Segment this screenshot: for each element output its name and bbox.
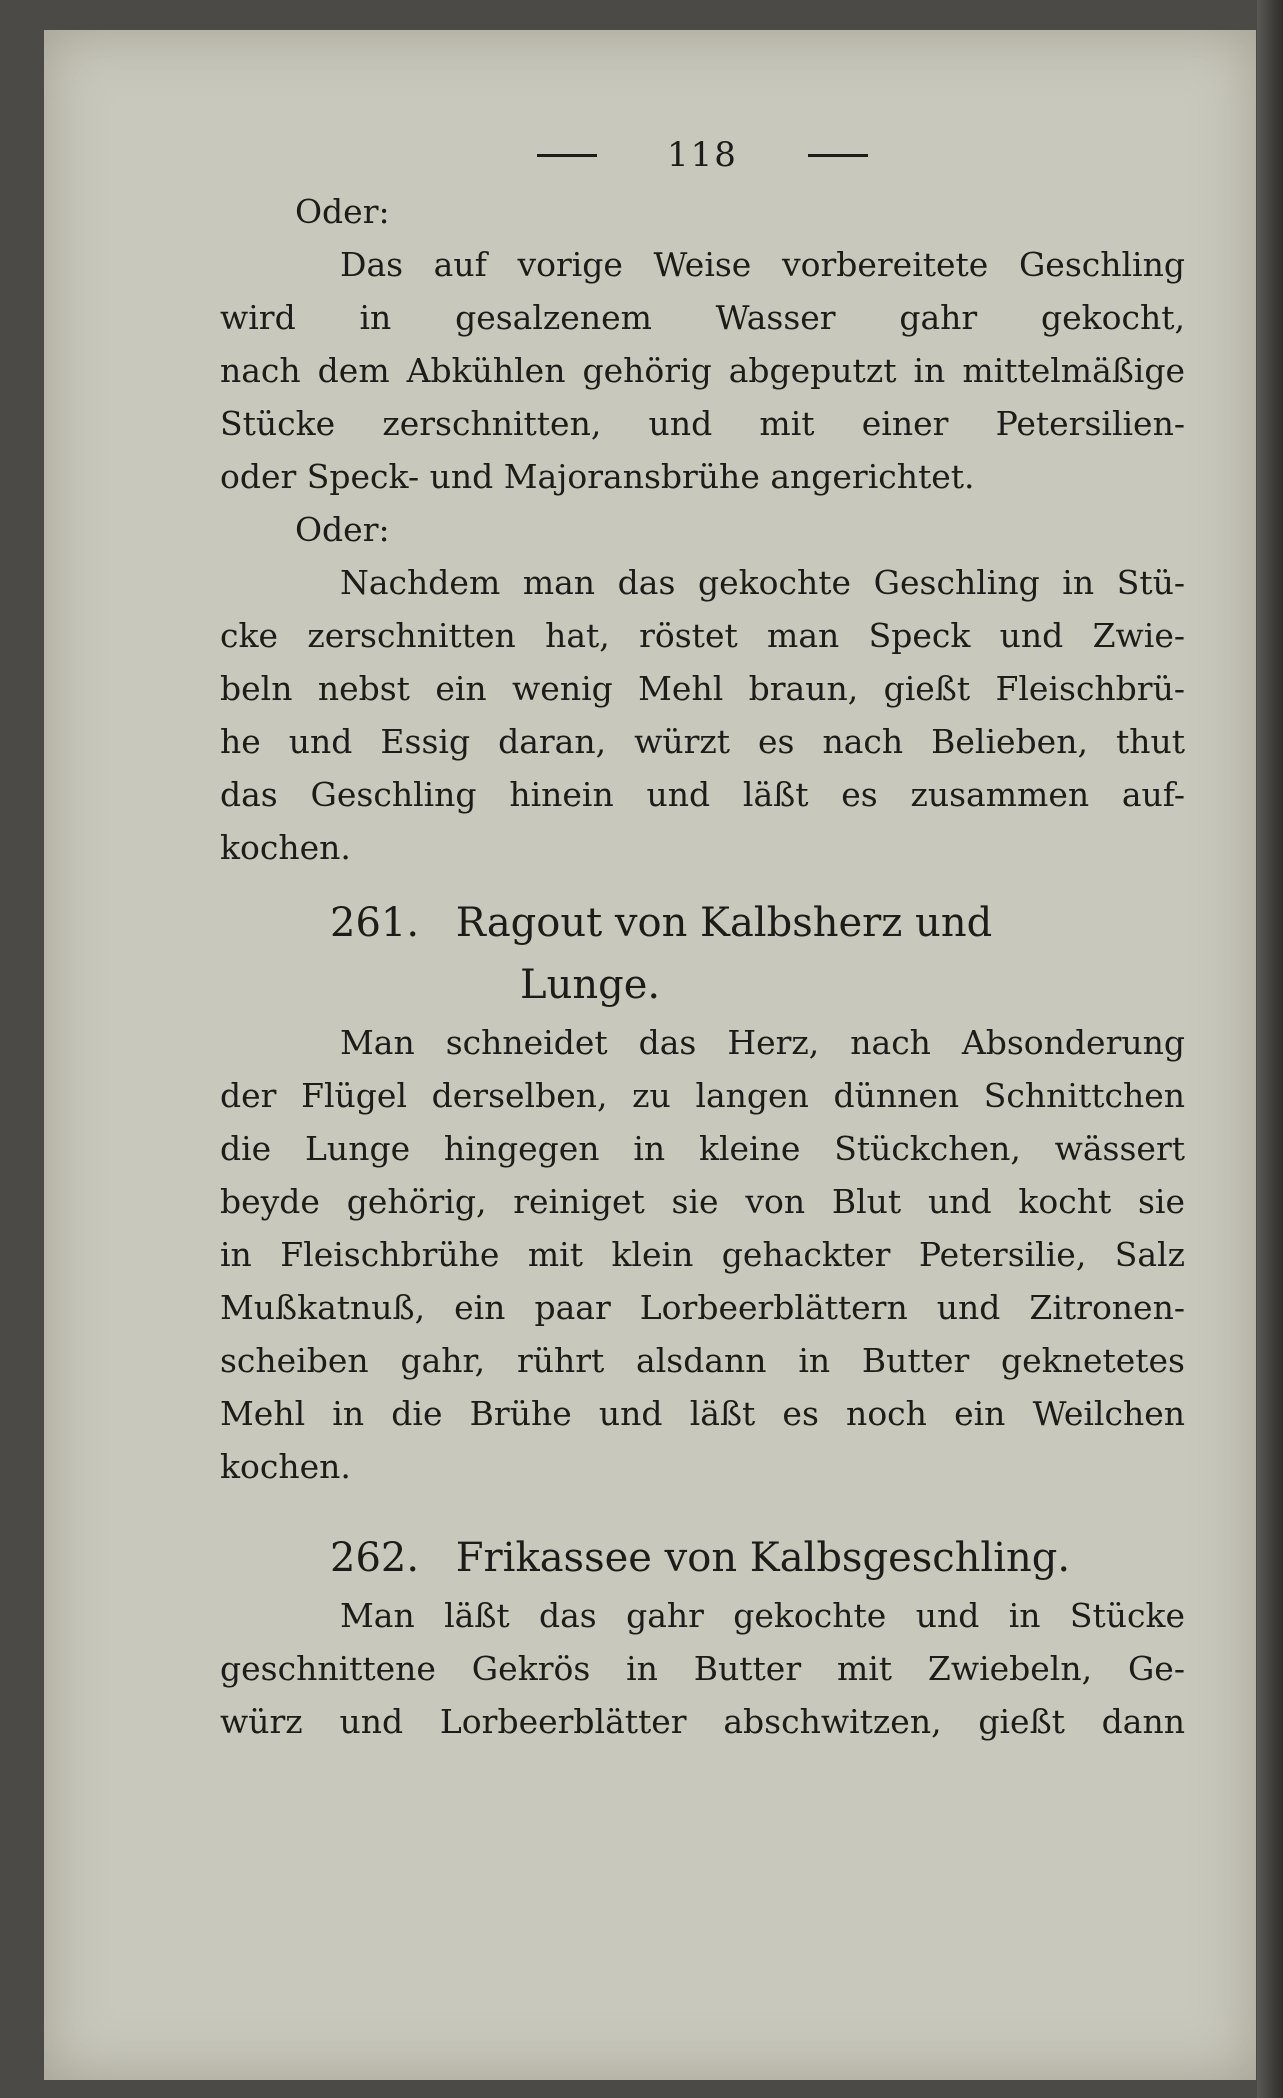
text-line: Mehl in die Brühe und läßt es noch ein Weilchen (220, 1394, 1185, 1433)
text-line: he und Essig daran, würzt es nach Belieben, thut (220, 722, 1185, 761)
text-line: scheiben gahr, rührt alsdann in Butter geknetetes (220, 1341, 1185, 1380)
text-line: in Fleischbrühe mit klein gehackter Petersilie, Salz (220, 1235, 1185, 1274)
text-line: beyde gehörig, reiniget sie von Blut und kocht sie (220, 1182, 1185, 1221)
page-text (220, 125, 1185, 1748)
text-line: Mußkatnuß, ein paar Lorbeerblättern und Zitronen- (220, 1288, 1185, 1327)
text-line: geschnittene Gekrös in Butter mit Zwiebeln, Ge- (220, 1649, 1185, 1688)
block1-label: Oder: (295, 192, 390, 231)
text-line: kochen. (220, 1447, 351, 1486)
recipe-261-number: 261. (330, 900, 420, 946)
text-line: kochen. (220, 828, 351, 867)
header-dash-right (808, 154, 868, 157)
text-line: nach dem Abkühlen gehörig abgeputzt in mittelmäßige (220, 351, 1185, 390)
text-line: Man läßt das gahr gekochte und in Stücke (340, 1596, 1185, 1635)
recipe-262-number: 262. (330, 1535, 420, 1581)
block2-label: Oder: (295, 510, 390, 549)
text-line: wird in gesalzenem Wasser gahr gekocht, (220, 298, 1185, 337)
recipe-262-title: Frikassee von Kalbsgeschling. (455, 1535, 1071, 1581)
text-line: das Geschling hinein und läßt es zusammen auf- (220, 775, 1185, 814)
text-line: Das auf vorige Weise vorbereitete Geschling (340, 245, 1185, 284)
recipe-261-title-cont: Lunge. (520, 962, 661, 1008)
recipe-262-heading (220, 1527, 1185, 1589)
text-line: würz und Lorbeerblätter abschwitzen, gießt dann (220, 1702, 1185, 1741)
text-line: Stücke zerschnitten, und mit einer Petersilien- (220, 404, 1185, 443)
recipe-261-heading (220, 892, 1185, 954)
text-line: beln nebst ein wenig Mehl braun, gießt Fleischbrü- (220, 669, 1185, 708)
text-line: der Flügel derselben, zu langen dünnen Schnittchen (220, 1076, 1185, 1115)
text-line: die Lunge hingegen in kleine Stückchen, wässert (220, 1129, 1185, 1168)
page-header (220, 125, 1185, 185)
recipe-261-title: Ragout von Kalbsherz und (455, 900, 993, 946)
header-dash-left (537, 154, 597, 157)
text-line: oder Speck- und Majoransbrühe angerichtet. (220, 457, 975, 496)
text-line: Nachdem man das gekochte Geschling in Stü- (340, 563, 1185, 602)
text-line: cke zerschnitten hat, röstet man Speck und Zwie- (220, 616, 1185, 655)
page-number: 118 (667, 135, 738, 175)
book-spine (1257, 0, 1283, 2098)
text-line: Man schneidet das Herz, nach Absonderung (340, 1023, 1185, 1062)
